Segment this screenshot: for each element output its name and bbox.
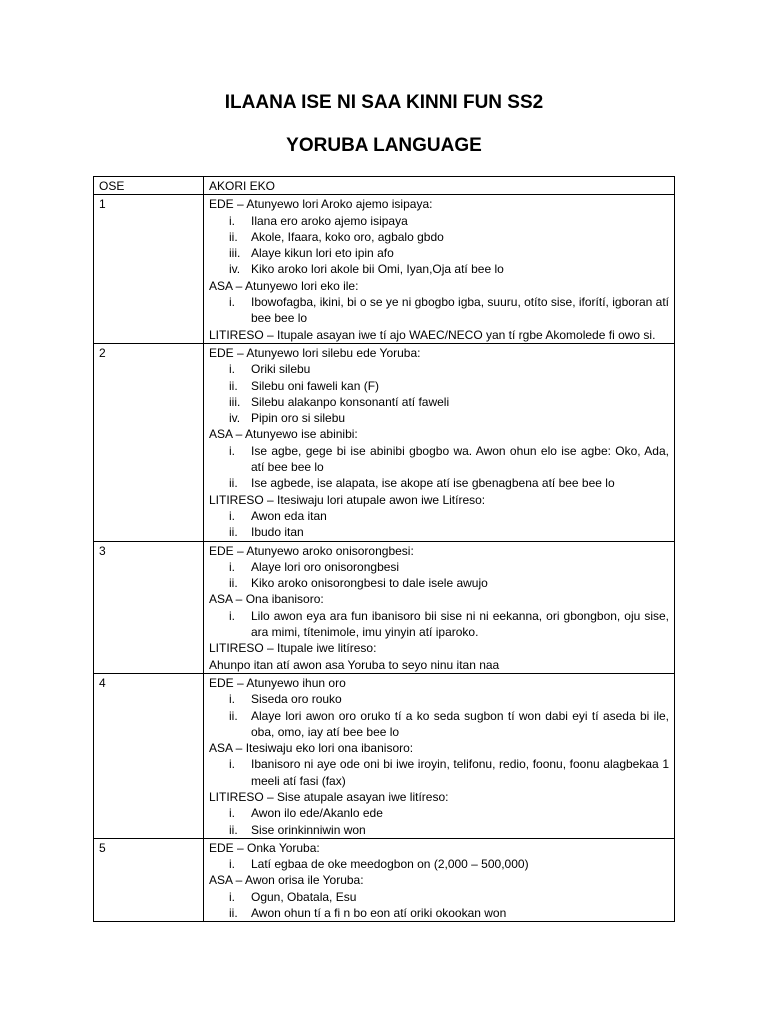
table-row xyxy=(94,343,675,541)
table-row xyxy=(94,541,675,673)
item-number: i. xyxy=(229,508,235,523)
topic-item xyxy=(209,856,669,872)
item-text: Ise agbe, gege bi ise abinibi gbogbo wa. Awon ohun elo ise agbe: Oko, Ada, atí bee bee lo xyxy=(251,443,669,475)
item-number: i. xyxy=(229,757,235,772)
topic-item xyxy=(209,691,669,707)
topic-item xyxy=(209,805,669,821)
week-number: 5 xyxy=(94,838,204,921)
topic-item xyxy=(209,524,669,540)
item-number: iii. xyxy=(229,394,241,409)
topic-heading: LITIRESO – Sise atupale asayan iwe litíreso: xyxy=(209,789,449,804)
topic-heading: EDE – Atunyewo aroko onisorongbesi: xyxy=(209,543,414,558)
item-number: ii. xyxy=(229,906,238,921)
table-header-row xyxy=(94,177,675,195)
document-title: ILAANA ISE NI SAA KINNI FUN SS2 xyxy=(224,92,544,113)
topic-heading: EDE – Onka Yoruba: xyxy=(209,840,320,855)
topic-item xyxy=(209,245,669,261)
topic-item xyxy=(209,475,669,491)
item-text: Latí egbaa de oke meedogbon on (2,000 – 500,000) xyxy=(251,857,529,872)
topic-item xyxy=(209,889,669,905)
week-number: 1 xyxy=(94,195,204,344)
week-number: 3 xyxy=(94,541,204,673)
item-number: iv. xyxy=(229,411,241,426)
topic-cell xyxy=(204,838,675,921)
topic-item xyxy=(209,756,669,789)
item-number: ii. xyxy=(229,525,238,540)
item-number: i. xyxy=(229,213,235,228)
topic-heading: Ahunpo itan atí awon asa Yoruba to seyo ninu itan naa xyxy=(209,657,500,672)
table-row xyxy=(94,195,675,344)
item-number: i. xyxy=(229,295,235,310)
item-text: Alaye lori awon oro oruko tí a ko seda sugbon tí won dabi eyi tí aseda bi ile, oba, omo, iay atí bee bee lo xyxy=(251,708,669,739)
topic-item xyxy=(209,229,669,245)
topic-item xyxy=(209,394,669,410)
topic-item xyxy=(209,361,669,377)
topic-heading: LITIRESO – Itesiwaju lori atupale awon iwe Litíreso: xyxy=(209,492,486,507)
topic-item xyxy=(209,822,669,838)
item-text: Kiko aroko lori akole bii Omi, Iyan,Oja atí bee lo xyxy=(251,262,504,277)
item-text: Silebu oni faweli kan (F) xyxy=(251,378,380,393)
item-number: i. xyxy=(229,889,235,904)
item-text: Awon eda itan xyxy=(251,508,327,523)
item-number: i. xyxy=(229,362,235,377)
topic-item xyxy=(209,575,669,591)
week-number: 4 xyxy=(94,673,204,838)
item-text: Ogun, Obatala, Esu xyxy=(251,889,357,904)
item-number: iv. xyxy=(229,262,241,277)
topic-item xyxy=(209,410,669,426)
item-text: Ise agbede, ise alapata, ise akope atí ise gbenagbena atí bee bee lo xyxy=(251,476,615,491)
table-row xyxy=(94,838,675,921)
topic-item xyxy=(209,213,669,229)
topic-cell xyxy=(204,195,675,344)
topic-heading: ASA – Atunyewo ise abinibi: xyxy=(209,427,358,442)
topic-heading: EDE – Atunyewo lori silebu ede Yoruba: xyxy=(209,345,421,360)
item-number: i. xyxy=(229,608,235,623)
item-number: i. xyxy=(229,443,235,458)
topic-item xyxy=(209,508,669,524)
item-number: ii. xyxy=(229,822,238,837)
header-ose: OSE xyxy=(94,177,204,195)
item-text: Lilo awon eya ara fun ibanisoro bii sise ni ni eekanna, ori gbongbon, oju sise, ara mimi, títenimole, imu yinyin atí iparoko. xyxy=(251,608,669,640)
item-text: Sise orinkinniwin won xyxy=(251,822,366,837)
item-text: Silebu alakanpo konsonantí atí faweli xyxy=(251,394,450,409)
item-number: ii. xyxy=(229,476,238,491)
item-number: ii. xyxy=(229,378,238,393)
scheme-table xyxy=(93,176,675,922)
item-text: Awon ilo ede/Akanlo ede xyxy=(251,806,383,821)
topic-item xyxy=(209,559,669,575)
document-subtitle: YORUBA LANGUAGE xyxy=(286,135,482,156)
topic-item xyxy=(209,443,669,476)
item-text: Oriki silebu xyxy=(251,362,311,377)
topic-heading: ASA – Awon orisa ile Yoruba: xyxy=(209,873,364,888)
topic-item xyxy=(209,608,669,641)
topic-item xyxy=(209,294,669,327)
topic-item xyxy=(209,905,669,921)
item-number: ii. xyxy=(229,229,238,244)
item-text: Ibudo itan xyxy=(251,525,304,540)
topic-heading: EDE – Atunyewo ihun oro xyxy=(209,675,346,690)
topic-cell xyxy=(204,673,675,838)
topic-heading: LITIRESO – Itupale iwe litíreso: xyxy=(209,641,377,656)
topic-cell xyxy=(204,541,675,673)
topic-item xyxy=(209,708,669,741)
item-text: Siseda oro rouko xyxy=(251,692,342,707)
topic-heading: ASA – Ona ibanisoro: xyxy=(209,592,324,607)
topic-item xyxy=(209,261,669,277)
item-text: Ibowofagba, ikini, bi o se ye ni gbogbo igba, suuru, otíto sise, iforítí, igboran atí bee bee lo xyxy=(251,295,669,326)
item-text: Alaye lori oro onisorongbesi xyxy=(251,559,400,574)
item-number: i. xyxy=(229,692,235,707)
week-number: 2 xyxy=(94,343,204,541)
item-text: Akole, Ifaara, koko oro, agbalo gbdo xyxy=(251,229,444,244)
item-text: Pipin oro si silebu xyxy=(251,411,346,426)
item-number: i. xyxy=(229,857,235,872)
item-text: Kiko aroko onisorongbesi to dale isele awujo xyxy=(251,576,488,591)
item-text: Alaye kikun lori eto ipin afo xyxy=(251,246,394,261)
item-number: iii. xyxy=(229,246,241,261)
item-number: i. xyxy=(229,559,235,574)
table-body xyxy=(94,195,675,922)
item-text: Ibanisoro ni aye ode oni bi iwe iroyin, telifonu, redio, foonu, foonu alagbekaa 1 meeli atí fasi (fax) xyxy=(251,757,669,788)
header-akori-eko: AKORI EKO xyxy=(204,177,675,195)
topic-heading: ASA – Itesiwaju eko lori ona ibanisoro: xyxy=(209,741,414,756)
topic-item xyxy=(209,378,669,394)
item-text: Awon ohun tí a fi n bo eon atí oriki okookan won xyxy=(251,906,507,921)
item-number: i. xyxy=(229,806,235,821)
topic-heading: LITIRESO – Itupale asayan iwe tí ajo WAEC/NECO yan tí rgbe Akomolede fi owo si. xyxy=(209,327,656,342)
item-text: Ilana ero aroko ajemo isipaya xyxy=(251,213,408,228)
item-number: ii. xyxy=(229,576,238,591)
table-row xyxy=(94,673,675,838)
topic-heading: ASA – Atunyewo lori eko ile: xyxy=(209,278,359,293)
item-number: ii. xyxy=(229,708,238,723)
topic-heading: EDE – Atunyewo lori Aroko ajemo isipaya: xyxy=(209,197,433,212)
topic-cell xyxy=(204,343,675,541)
